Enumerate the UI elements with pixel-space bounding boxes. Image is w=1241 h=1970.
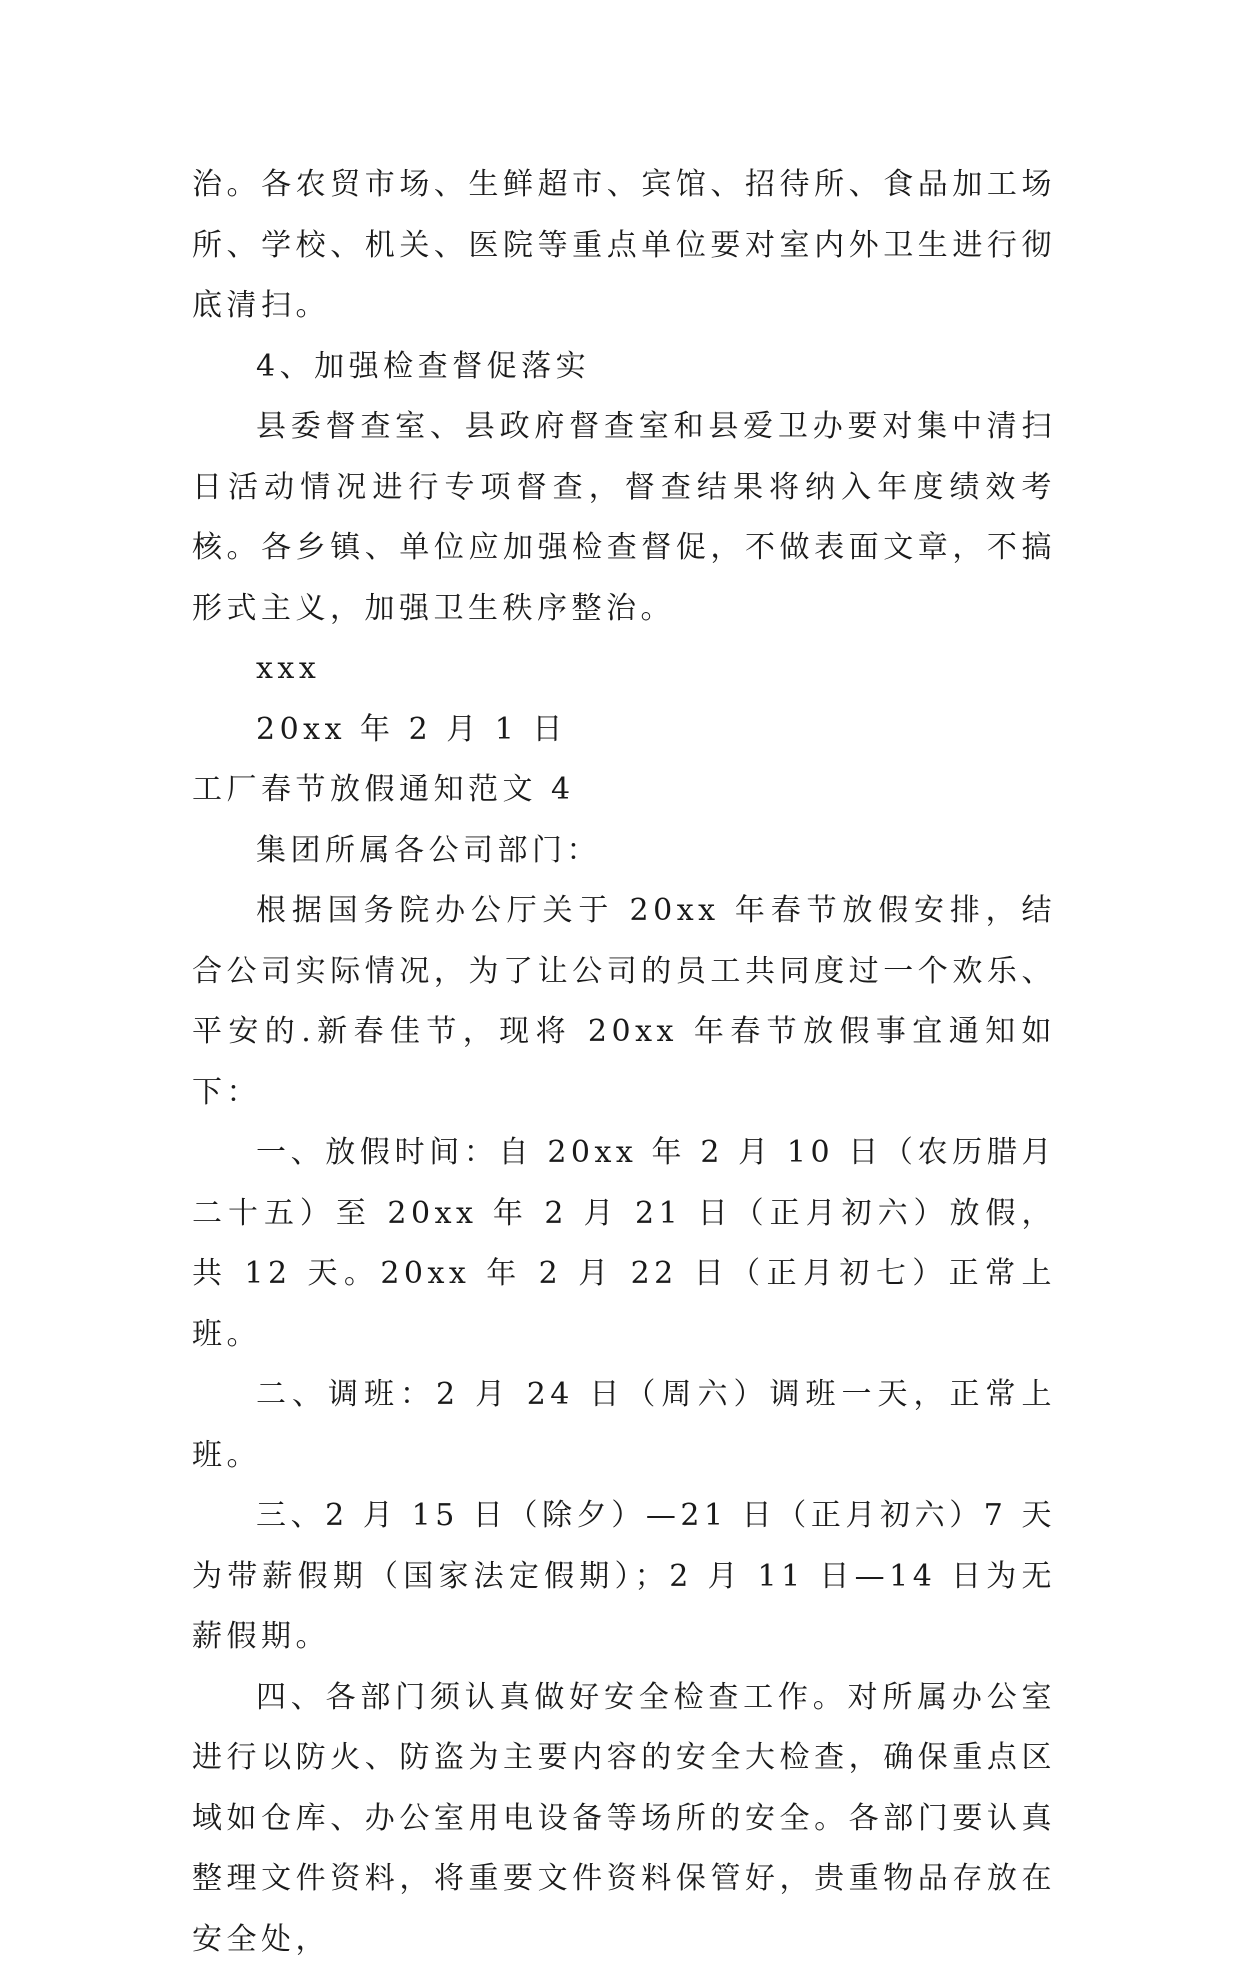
signature-date: 20xx 年 2 月 1 日 — [192, 700, 1056, 761]
signature-name: xxx — [192, 639, 1056, 700]
section-heading-inspection: 4、加强检查督促落实 — [192, 337, 1056, 398]
paragraph-inspection: 县委督查室、县政府督查室和县爱卫办要对集中清扫日活动情况进行专项督查，督查结果将纳入年度绩效考核。各乡镇、单位应加强检查督促，不做表面文章，不搞形式主义，加强卫生秩序整治。 — [192, 397, 1056, 639]
paragraph-intro: 根据国务院办公厅关于 20xx 年春节放假安排，结合公司实际情况，为了让公司的员工共同度过一个欢乐、平安的.新春佳节，现将 20xx 年春节放假事宜通知如下： — [192, 881, 1056, 1123]
salutation: 集团所属各公司部门： — [192, 821, 1056, 882]
document-body — [192, 155, 1056, 1970]
paragraph-holiday-time: 一、放假时间：自 20xx 年 2 月 10 日（农历腊月二十五）至 20xx 年 2 月 21 日（正月初六）放假，共 12 天。20xx 年 2 月 22 日（正月初七）正常上班。 — [192, 1123, 1056, 1365]
article-title: 工厂春节放假通知范文 4 — [192, 760, 1056, 821]
paragraph-sanitation-continuation: 治。各农贸市场、生鲜超市、宾馆、招待所、食品加工场所、学校、机关、医院等重点单位要对室内外卫生进行彻底清扫。 — [192, 155, 1056, 337]
paragraph-safety-check: 四、各部门须认真做好安全检查工作。对所属办公室进行以防火、防盗为主要内容的安全大检查，确保重点区域如仓库、办公室用电设备等场所的安全。各部门要认真整理文件资料，将重要文件资料保管好，贵重物品存放在安全处， — [192, 1668, 1056, 1970]
paragraph-paid-leave: 三、2 月 15 日（除夕）—21 日（正月初六）7 天为带薪假期（国家法定假期）；2 月 11 日—14 日为无薪假期。 — [192, 1486, 1056, 1668]
paragraph-shift-adjustment: 二、调班：2 月 24 日（周六）调班一天，正常上班。 — [192, 1365, 1056, 1486]
